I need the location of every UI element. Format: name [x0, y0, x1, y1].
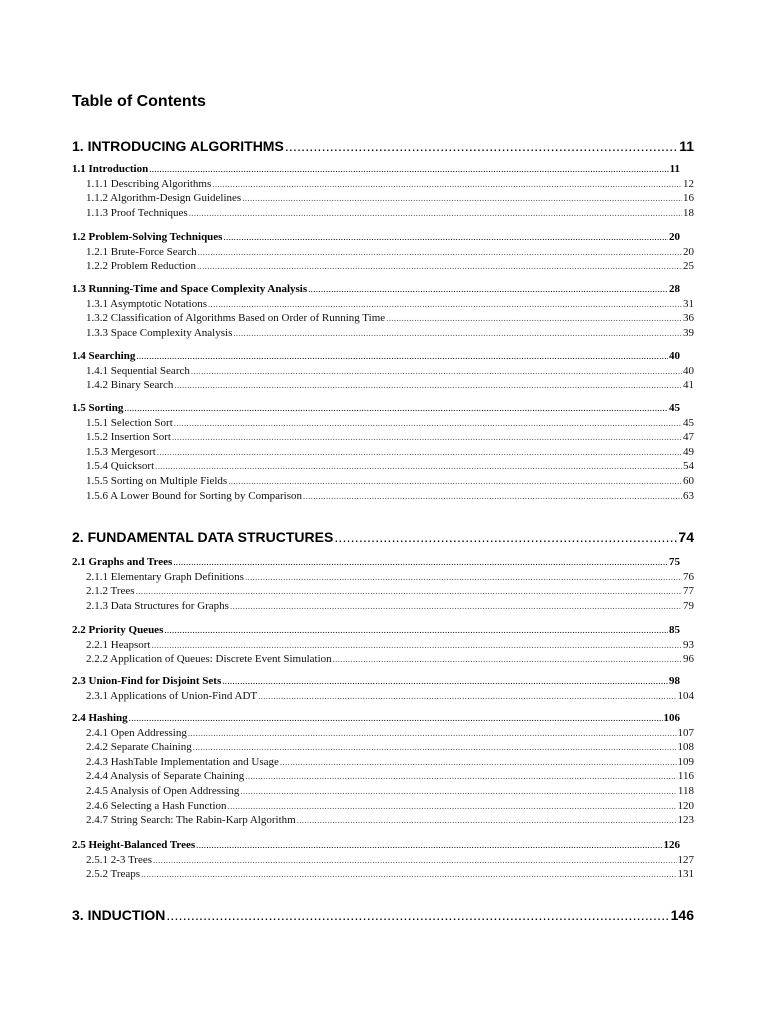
- dot-leader: [280, 755, 677, 769]
- subsection-entry[interactable]: [86, 474, 694, 488]
- subsection-entry[interactable]: [86, 689, 694, 703]
- subsection-entry[interactable]: [86, 326, 694, 340]
- toc-title: Table of Contents: [72, 93, 206, 110]
- subsection-entry-label: 1.5.1 Selection Sort: [86, 417, 173, 429]
- section-heading-page-number: 98: [669, 675, 680, 687]
- subsection-entry-page-number: 45: [683, 417, 694, 429]
- chapter-heading-label: 3. INDUCTION: [72, 907, 166, 923]
- subsection-entry-page-number: 96: [683, 653, 694, 665]
- dot-leader: [242, 191, 682, 205]
- subsection-entry-page-number: 40: [683, 365, 694, 377]
- chapter-heading[interactable]: [72, 906, 694, 924]
- section-heading-label: 1.1 Introduction: [72, 163, 149, 175]
- chapter-heading-page-number: 146: [670, 907, 694, 923]
- dot-leader: [198, 245, 682, 259]
- subsection-entry[interactable]: [86, 177, 694, 191]
- subsection-entry-label: 2.5.2 Treaps: [86, 868, 141, 880]
- dot-leader: [230, 599, 682, 613]
- dot-leader: [223, 230, 668, 244]
- subsection-entry-page-number: 107: [677, 727, 694, 739]
- subsection-entry[interactable]: [86, 867, 694, 881]
- dot-leader: [189, 206, 682, 220]
- subsection-entry-label: 2.4.4 Analysis of Separate Chaining: [86, 770, 245, 782]
- dot-leader: [197, 259, 682, 273]
- subsection-entry-label: 1.5.6 A Lower Bound for Sorting by Comparison: [86, 490, 303, 502]
- subsection-entry-label: 1.4.1 Sequential Search: [86, 365, 190, 377]
- dot-leader: [136, 349, 668, 363]
- subsection-entry-label: 2.2.1 Heapsort: [86, 639, 151, 651]
- subsection-entry-label: 1.3.3 Space Complexity Analysis: [86, 327, 233, 339]
- subsection-entry-label: 1.3.2 Classification of Algorithms Based on Order of Running Time: [86, 312, 386, 324]
- section-heading[interactable]: [72, 623, 680, 637]
- subsection-entry-page-number: 104: [677, 690, 694, 702]
- subsection-entry-page-number: 54: [683, 460, 694, 472]
- subsection-entry-page-number: 41: [683, 379, 694, 391]
- subsection-entry-label: 2.4.1 Open Addressing: [86, 727, 187, 739]
- section-heading[interactable]: [72, 282, 680, 296]
- section-heading-page-number: 28: [669, 283, 680, 295]
- subsection-entry[interactable]: [86, 570, 694, 584]
- subsection-entry-page-number: 109: [677, 756, 694, 768]
- chapter-heading-page-number: 11: [679, 138, 694, 154]
- subsection-entry[interactable]: [86, 378, 694, 392]
- dot-leader: [303, 489, 682, 503]
- chapter-heading[interactable]: [72, 137, 694, 155]
- section-heading-label: 1.4 Searching: [72, 350, 136, 362]
- subsection-entry-page-number: 77: [683, 585, 694, 597]
- subsection-entry[interactable]: [86, 599, 694, 613]
- dot-leader: [164, 623, 668, 637]
- section-heading-label: 2.3 Union-Find for Disjoint Sets: [72, 675, 222, 687]
- subsection-entry[interactable]: [86, 311, 694, 325]
- section-heading[interactable]: [72, 349, 680, 363]
- subsection-entry-label: 1.2.2 Problem Reduction: [86, 260, 196, 272]
- dot-leader: [141, 867, 676, 881]
- dot-leader: [151, 638, 682, 652]
- subsection-entry-label: 2.1.1 Elementary Graph Definitions: [86, 571, 244, 583]
- section-heading-label: 2.4 Hashing: [72, 712, 128, 724]
- dot-leader: [334, 528, 677, 546]
- section-heading-page-number: 85: [669, 624, 680, 636]
- subsection-entry-label: 2.1.3 Data Structures for Graphs: [86, 600, 229, 612]
- section-heading[interactable]: [72, 401, 680, 415]
- dot-leader: [228, 474, 682, 488]
- subsection-entry-page-number: 36: [683, 312, 694, 324]
- subsection-entry[interactable]: [86, 416, 694, 430]
- dot-leader: [124, 401, 668, 415]
- dot-leader: [155, 459, 682, 473]
- dot-leader: [129, 711, 663, 725]
- subsection-entry-label: 2.5.1 2-3 Trees: [86, 854, 153, 866]
- dot-leader: [308, 282, 668, 296]
- dot-leader: [193, 740, 677, 754]
- dot-leader: [386, 311, 682, 325]
- subsection-entry-label: 2.4.7 String Search: The Rabin-Karp Algorithm: [86, 814, 296, 826]
- dot-leader: [188, 726, 677, 740]
- chapter-heading-label: 2. FUNDAMENTAL DATA STRUCTURES: [72, 529, 334, 545]
- subsection-entry-label: 1.5.3 Mergesort: [86, 446, 156, 458]
- section-heading-page-number: 20: [669, 231, 680, 243]
- subsection-entry[interactable]: [86, 245, 694, 259]
- subsection-entry[interactable]: [86, 853, 694, 867]
- subsection-entry[interactable]: [86, 191, 694, 205]
- subsection-entry[interactable]: [86, 740, 694, 754]
- section-heading-label: 1.3 Running-Time and Space Complexity Analysis: [72, 283, 308, 295]
- subsection-entry-page-number: 47: [683, 431, 694, 443]
- dot-leader: [233, 326, 682, 340]
- section-heading-label: 1.2 Problem-Solving Techniques: [72, 231, 223, 243]
- subsection-entry[interactable]: [86, 445, 694, 459]
- section-heading-label: 2.1 Graphs and Trees: [72, 556, 173, 568]
- dot-leader: [196, 838, 662, 852]
- subsection-entry-page-number: 25: [683, 260, 694, 272]
- subsection-entry-label: 1.5.4 Quicksort: [86, 460, 155, 472]
- subsection-entry-page-number: 18: [683, 207, 694, 219]
- section-heading-label: 1.5 Sorting: [72, 402, 124, 414]
- subsection-entry-page-number: 108: [677, 741, 694, 753]
- subsection-entry-label: 2.3.1 Applications of Union-Find ADT: [86, 690, 258, 702]
- subsection-entry-page-number: 120: [677, 800, 694, 812]
- section-heading[interactable]: [72, 838, 680, 852]
- subsection-entry[interactable]: [86, 206, 694, 220]
- dot-leader: [212, 177, 682, 191]
- subsection-entry[interactable]: [86, 489, 694, 503]
- subsection-entry-page-number: 63: [683, 490, 694, 502]
- subsection-entry[interactable]: [86, 784, 694, 798]
- subsection-entry-label: 2.2.2 Application of Queues: Discrete Event Simulation: [86, 653, 332, 665]
- dot-leader: [174, 378, 682, 392]
- dot-leader: [285, 137, 678, 155]
- subsection-entry-page-number: 127: [677, 854, 694, 866]
- section-heading-page-number: 106: [663, 712, 680, 724]
- subsection-entry[interactable]: [86, 364, 694, 378]
- dot-leader: [166, 906, 669, 924]
- subsection-entry-label: 1.5.5 Sorting on Multiple Fields: [86, 475, 228, 487]
- subsection-entry-label: 2.4.5 Analysis of Open Addressing: [86, 785, 240, 797]
- subsection-entry-label: 1.1.1 Describing Algorithms: [86, 178, 212, 190]
- dot-leader: [245, 769, 677, 783]
- dot-leader: [208, 297, 682, 311]
- subsection-entry-page-number: 60: [683, 475, 694, 487]
- section-heading-page-number: 126: [663, 839, 680, 851]
- subsection-entry-label: 1.5.2 Insertion Sort: [86, 431, 171, 443]
- subsection-entry-page-number: 116: [677, 770, 694, 782]
- chapter-heading-page-number: 74: [678, 529, 694, 545]
- subsection-entry-label: 2.4.2 Separate Chaining: [86, 741, 192, 753]
- section-heading-page-number: 75: [669, 556, 680, 568]
- chapter-heading[interactable]: [72, 528, 694, 546]
- dot-leader: [222, 674, 668, 688]
- dot-leader: [240, 784, 677, 798]
- subsection-entry-page-number: 12: [683, 178, 694, 190]
- subsection-entry-label: 1.3.1 Asymptotic Notations: [86, 298, 207, 310]
- subsection-entry[interactable]: [86, 755, 694, 769]
- section-heading[interactable]: [72, 555, 680, 569]
- section-heading-page-number: 40: [669, 350, 680, 362]
- dot-leader: [297, 813, 677, 827]
- dot-leader: [333, 652, 682, 666]
- subsection-entry-page-number: 118: [677, 785, 694, 797]
- section-heading-page-number: 45: [669, 402, 680, 414]
- subsection-entry-label: 1.1.3 Proof Techniques: [86, 207, 188, 219]
- dot-leader: [136, 584, 682, 598]
- subsection-entry[interactable]: [86, 459, 694, 473]
- subsection-entry[interactable]: [86, 430, 694, 444]
- dot-leader: [258, 689, 676, 703]
- subsection-entry-label: 1.1.2 Algorithm-Design Guidelines: [86, 192, 242, 204]
- subsection-entry-page-number: 20: [683, 246, 694, 258]
- section-heading[interactable]: [72, 162, 680, 176]
- dot-leader: [153, 853, 676, 867]
- subsection-entry[interactable]: [86, 769, 694, 783]
- subsection-entry-page-number: 131: [677, 868, 694, 880]
- subsection-entry[interactable]: [86, 584, 694, 598]
- dot-leader: [173, 555, 668, 569]
- subsection-entry-label: 2.4.6 Selecting a Hash Function: [86, 800, 227, 812]
- subsection-entry-page-number: 31: [683, 298, 694, 310]
- chapter-heading-label: 1. INTRODUCING ALGORITHMS: [72, 138, 284, 154]
- section-heading-label: 2.5 Height-Balanced Trees: [72, 839, 196, 851]
- subsection-entry[interactable]: [86, 799, 694, 813]
- subsection-entry-label: 2.4.3 HashTable Implementation and Usage: [86, 756, 279, 768]
- subsection-entry-page-number: 76: [683, 571, 694, 583]
- subsection-entry[interactable]: [86, 297, 694, 311]
- subsection-entry-page-number: 16: [683, 192, 694, 204]
- subsection-entry[interactable]: [86, 259, 694, 273]
- dot-leader: [174, 416, 682, 430]
- section-heading[interactable]: [72, 674, 680, 688]
- subsection-entry-page-number: 123: [677, 814, 694, 826]
- section-heading-label: 2.2 Priority Queues: [72, 624, 164, 636]
- section-heading[interactable]: [72, 230, 680, 244]
- dot-leader: [157, 445, 682, 459]
- subsection-entry-label: 1.4.2 Binary Search: [86, 379, 174, 391]
- dot-leader: [228, 799, 677, 813]
- subsection-entry-page-number: 93: [683, 639, 694, 651]
- section-heading[interactable]: [72, 711, 680, 725]
- dot-leader: [245, 570, 682, 584]
- subsection-entry[interactable]: [86, 638, 694, 652]
- subsection-entry[interactable]: [86, 813, 694, 827]
- subsection-entry-label: 1.2.1 Brute-Force Search: [86, 246, 197, 258]
- subsection-entry[interactable]: [86, 652, 694, 666]
- dot-leader: [191, 364, 682, 378]
- subsection-entry-label: 2.1.2 Trees: [86, 585, 135, 597]
- subsection-entry-page-number: 49: [683, 446, 694, 458]
- section-heading-page-number: 11: [669, 163, 680, 175]
- dot-leader: [149, 162, 668, 176]
- subsection-entry[interactable]: [86, 726, 694, 740]
- dot-leader: [172, 430, 682, 444]
- subsection-entry-page-number: 39: [683, 327, 694, 339]
- subsection-entry-page-number: 79: [683, 600, 694, 612]
